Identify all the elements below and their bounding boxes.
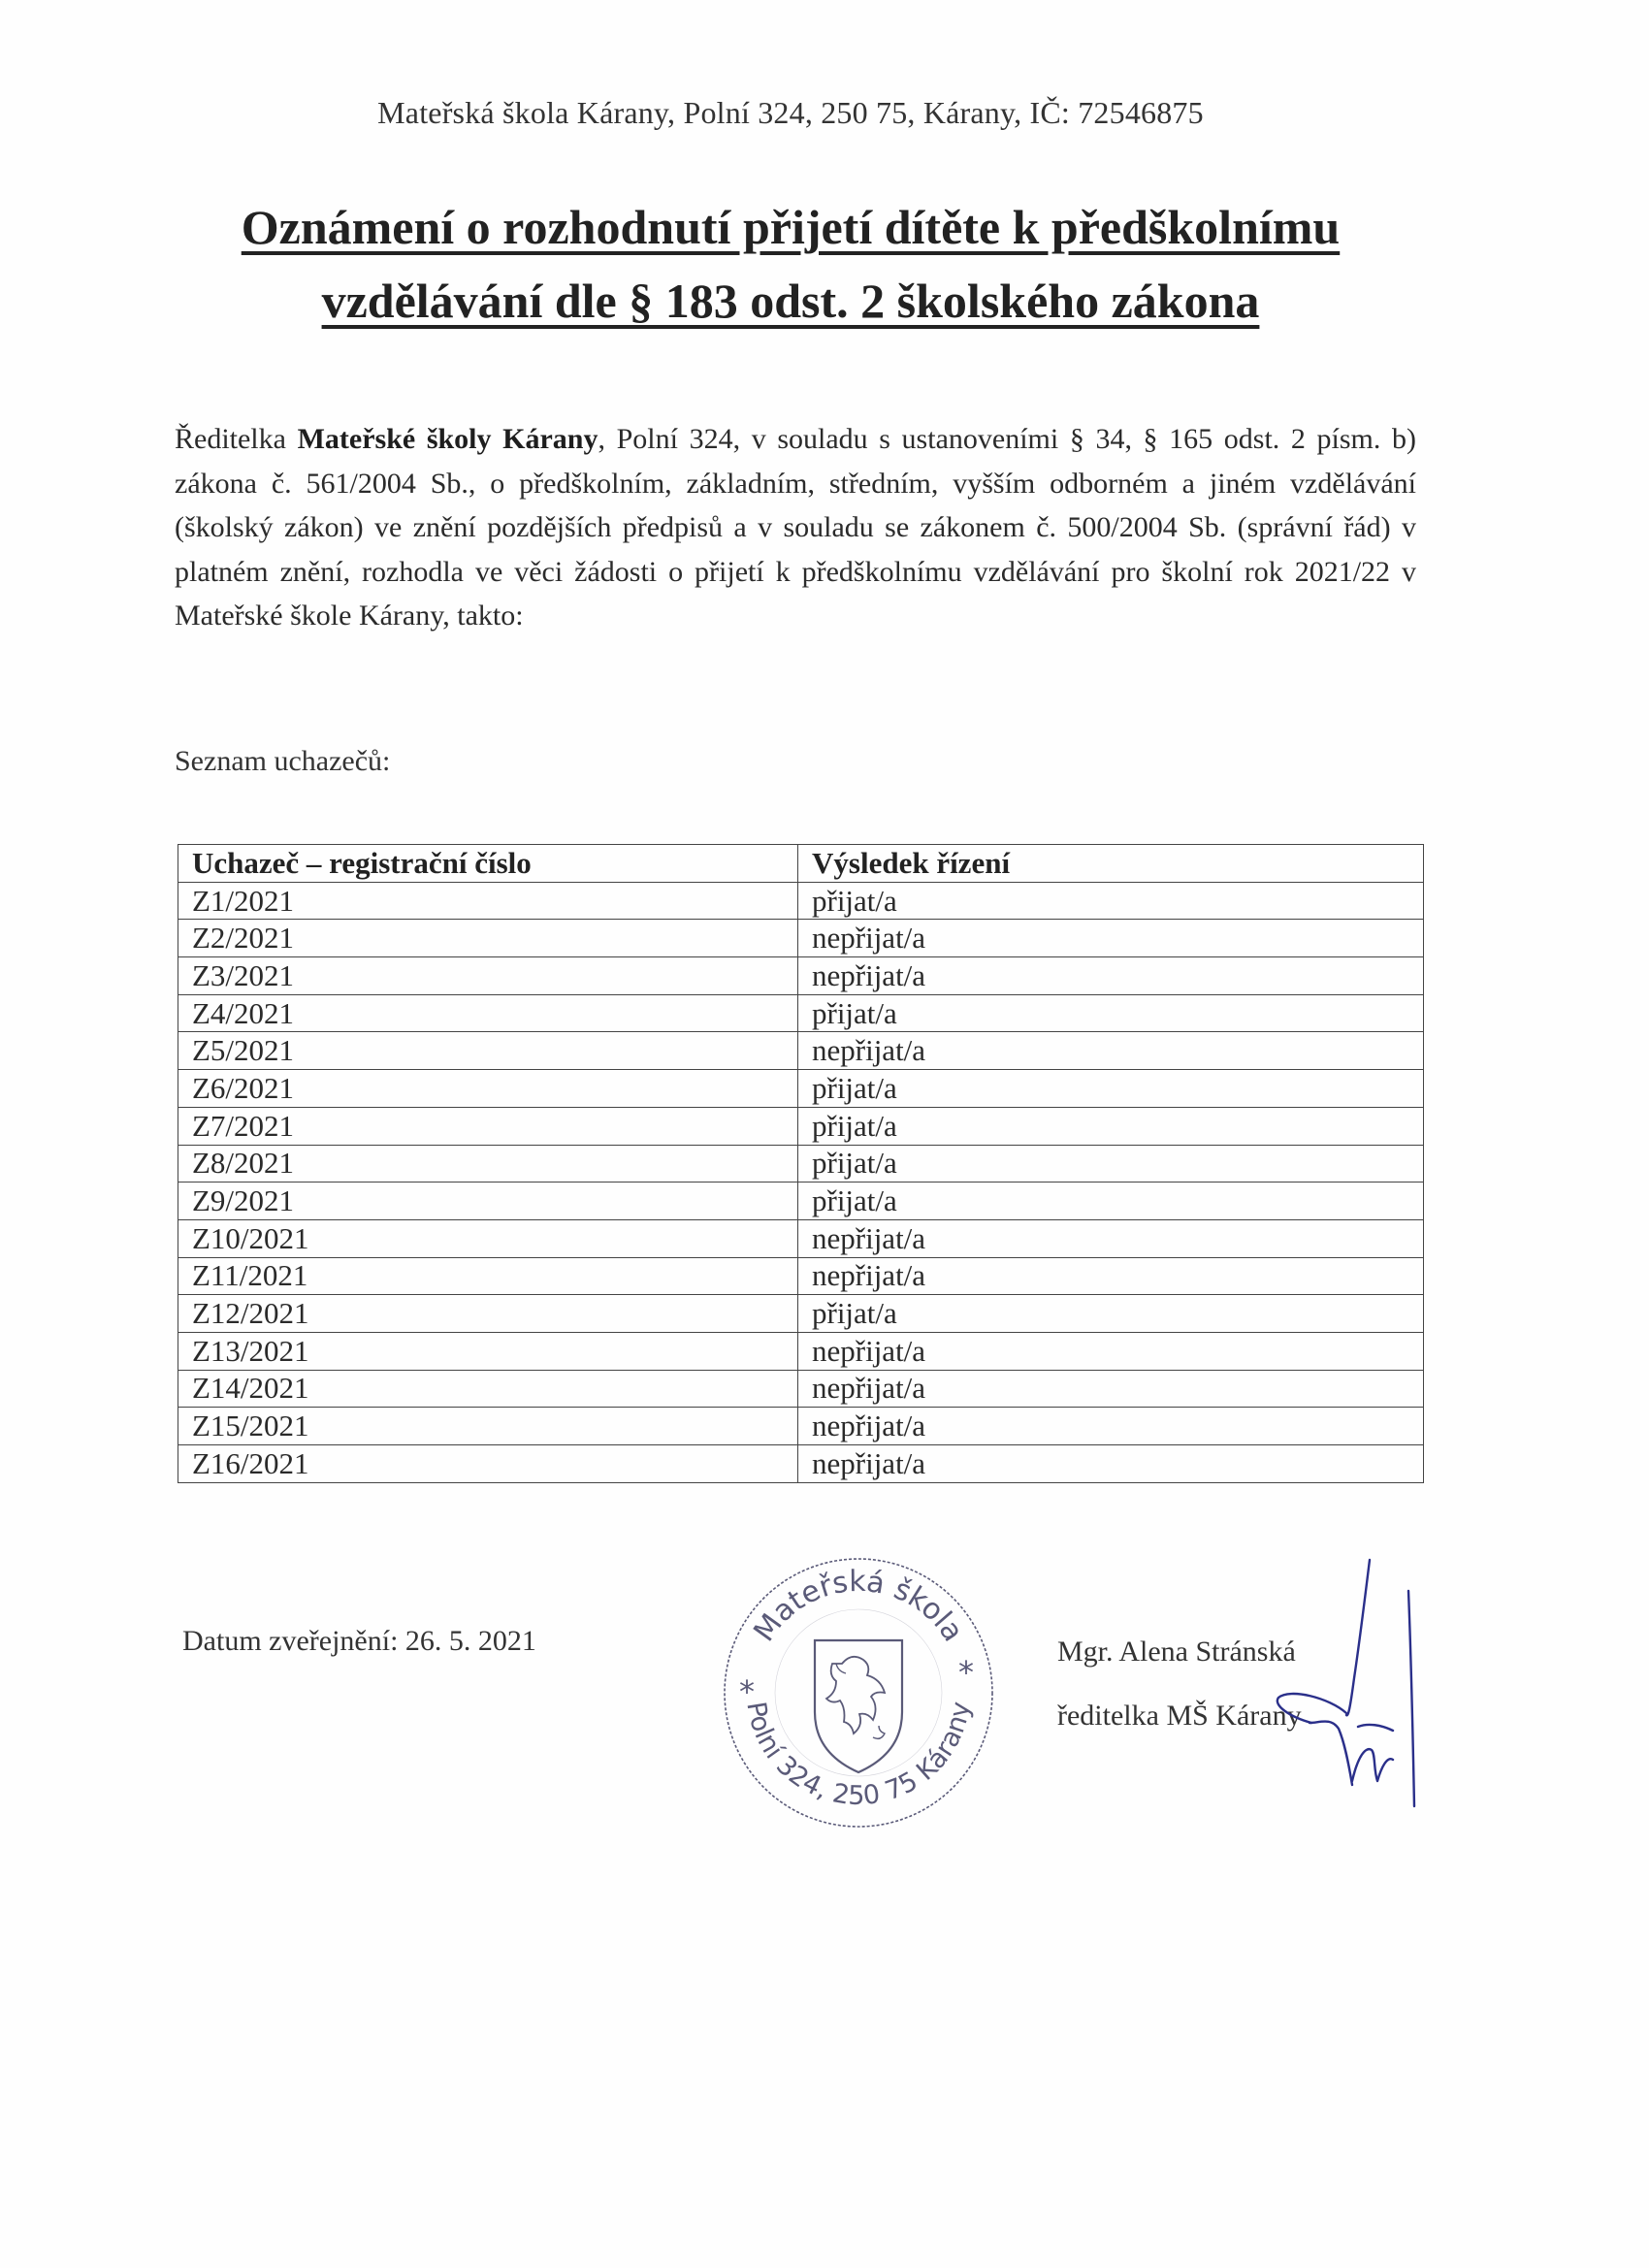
admission-result: přijat/a [798,1107,1424,1145]
applicant-registration-number: Z1/2021 [178,882,798,920]
applicant-registration-number: Z12/2021 [178,1295,798,1333]
title-line-2: vzdělávání dle § 183 odst. 2 školského zákona [321,274,1260,328]
table-row [178,882,1424,920]
table-body [178,882,1424,1482]
table-row [178,1183,1424,1220]
admission-result: nepřijat/a [798,1370,1424,1408]
admission-result: přijat/a [798,994,1424,1032]
applicant-registration-number: Z16/2021 [178,1445,798,1483]
title-line-1: Oznámení o rozhodnutí přijetí dítěte k předškolnímu [241,200,1341,254]
applicant-list-label: Seznam uchazečů: [175,745,391,777]
table-row [178,1408,1424,1445]
admission-result: přijat/a [798,1145,1424,1183]
table-row [178,994,1424,1032]
school-name: Mateřské školy Kárany [297,423,598,455]
admission-result: přijat/a [798,882,1424,920]
applicant-registration-number: Z7/2021 [178,1107,798,1145]
table-row [178,1032,1424,1070]
decision-paragraph [175,417,1416,638]
table-row [178,1257,1424,1295]
table-row [178,1370,1424,1408]
publication-date: Datum zveřejnění: 26. 5. 2021 [182,1625,536,1657]
applicant-registration-number: Z5/2021 [178,1032,798,1070]
handwritten-signature-icon [1251,1552,1445,1824]
table-row [178,1445,1424,1483]
table-row [178,957,1424,995]
column-header-applicant: Uchazeč – registrační číslo [178,845,798,883]
admission-result: nepřijat/a [798,1032,1424,1070]
stamp-top-text: Mateřská škola [747,1564,970,1648]
admission-result: nepřijat/a [798,1332,1424,1370]
table-row [178,1219,1424,1257]
admission-result: nepřijat/a [798,957,1424,995]
admission-result: nepřijat/a [798,920,1424,957]
table-row [178,1107,1424,1145]
table-row [178,1070,1424,1108]
intro-prefix: Ředitelka [175,423,286,455]
stamp-bottom-text: Polní 324, 250 75 Kárany [740,1700,977,1812]
coat-of-arms-lion-icon [815,1640,902,1772]
school-stamp [718,1547,999,1829]
admission-result: přijat/a [798,1070,1424,1108]
signer-name: Mgr. Alena Stránská [1057,1636,1296,1668]
admission-result: nepřijat/a [798,1219,1424,1257]
applicant-registration-number: Z9/2021 [178,1183,798,1220]
document-title [0,190,1581,338]
admission-result: nepřijat/a [798,1408,1424,1445]
admission-result: přijat/a [798,1183,1424,1220]
admission-result: nepřijat/a [798,1445,1424,1483]
table-header-row [178,845,1424,883]
school-address-header: Mateřská škola Kárany, Polní 324, 250 75, Kárany, IČ: 72546875 [377,95,1204,130]
intro-rest: , Polní 324, v souladu s ustanoveními § 34, § 165 odst. 2 písm. b) zákona č. 561/2004 Sb., o předškolním, základním, středním, vyšším odborném a jiném vzdělávání (školský zákon) ve znění pozdějších předpisů a v souladu se zákonem č. 500/2004 Sb. (správní řád) v platném znění, rozhodla ve věci žádosti o přijetí k předškolnímu vzdělávání pro školní rok 2021/22 v Mateřské škole Kárany, takto: [175,423,1417,632]
stamp-star-right-icon: * [958,1654,974,1691]
applicant-registration-number: Z6/2021 [178,1070,798,1108]
table-row [178,1145,1424,1183]
admission-result: nepřijat/a [798,1257,1424,1295]
table-row [178,1332,1424,1370]
applicant-registration-number: Z15/2021 [178,1408,798,1445]
admission-result: přijat/a [798,1295,1424,1333]
applicant-registration-number: Z8/2021 [178,1145,798,1183]
table-row [178,1295,1424,1333]
signer-role: ředitelka MŠ Kárany [1057,1700,1302,1732]
applicant-registration-number: Z10/2021 [178,1219,798,1257]
applicant-registration-number: Z11/2021 [178,1257,798,1295]
applicant-registration-number: Z3/2021 [178,957,798,995]
applicant-registration-number: Z14/2021 [178,1370,798,1408]
applicant-results-table [178,844,1424,1483]
applicant-registration-number: Z13/2021 [178,1332,798,1370]
applicant-registration-number: Z4/2021 [178,994,798,1032]
stamp-star-left-icon: * [739,1673,755,1710]
applicant-registration-number: Z2/2021 [178,920,798,957]
column-header-result: Výsledek řízení [798,845,1424,883]
table-row [178,920,1424,957]
